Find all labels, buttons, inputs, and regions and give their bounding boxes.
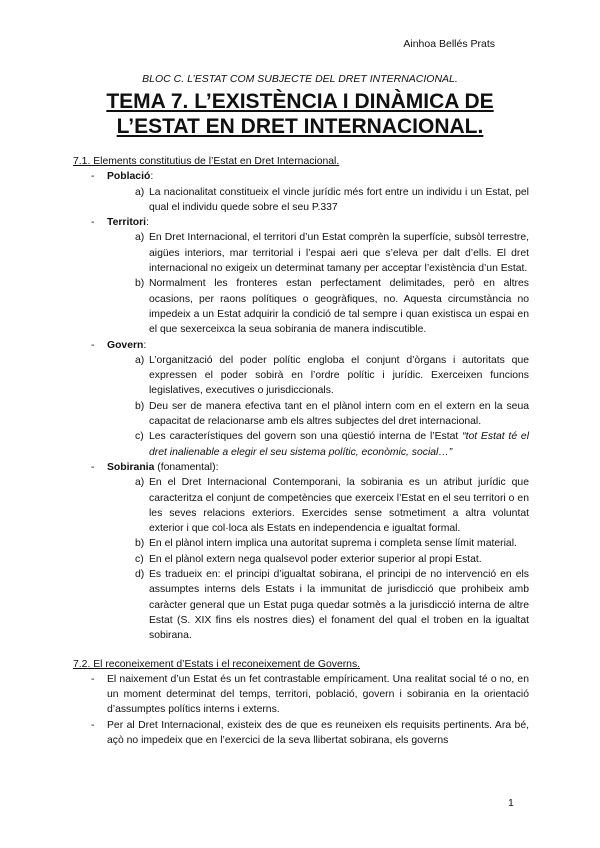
item-text: Es tradueix en: el principi d’igualtat sobirana, el principi de no intervenció en els assumptes interns dels Estats i la immunitat de jurisdicció que prohibeix amb caràcter general que un Estat puga quedar sotmès a la jurisdicció interna de altre Estat (S. XIX fins els nostres dies) el fonament del qual el troben en la igualtat sobirana. xyxy=(149,569,529,642)
element-suffix: (fonamental): xyxy=(154,461,219,473)
item-marker: a) xyxy=(135,477,145,489)
list-item xyxy=(107,429,529,460)
item-marker: c) xyxy=(135,553,144,565)
recognition-list xyxy=(73,672,529,748)
list-item xyxy=(107,475,529,536)
element-sobirania xyxy=(73,460,529,644)
element-poblacio xyxy=(73,169,529,215)
item-text: En el Dret Internacional Contemporani, la sobirania es un atribut jurídic que caracteritza el conjunt de competències que exerceix l’Estat en el seu territori o en les seves relacions exteriors. Exercides sense sotmetiment a altra voluntat exterior i que col·loca als Estats en independencia e igualtat formal. xyxy=(149,477,529,535)
item-text: L’organització del poder polític engloba el conjunt d’òrgans i autoritats que expressen el poder sobirà en l’ordre polític i jurídic. Exerceixen funcions legislatives, executives o jurisdiccionals. xyxy=(149,354,529,397)
page-number: 1 xyxy=(508,797,514,809)
bloc-subtitle: BLOC C. L’ESTAT COM SUBJECTE DEL DRET INTERNACIONAL. xyxy=(142,73,458,85)
list-item xyxy=(107,185,529,216)
item-marker: a) xyxy=(135,354,145,366)
element-suffix: : xyxy=(143,339,147,351)
item-text: En Dret Internacional, el territori d’un Estat comprèn la superfície, subsòl terrestre, aigües interiors, mar territorial i l’espai aeri que s’eleva per dalt d’ells. El dret internacional no exigeix un determinat tamany per acceptar l’existència d’un Estat. xyxy=(149,232,529,275)
section-spacer xyxy=(73,644,529,657)
sub-points xyxy=(107,230,529,337)
element-territori xyxy=(73,215,529,337)
item-text: En el plànol extern nega qualsevol poder exterior superior al propi Estat. xyxy=(149,553,482,565)
element-label: Govern xyxy=(107,339,144,351)
item-text: Les característiques del govern son una qüestió interna de l’Estat xyxy=(149,431,463,443)
section-heading-7-1: 7.1. Elements constitutius de l’Estat en Dret Internacional. xyxy=(73,156,340,167)
list-item xyxy=(107,567,529,643)
title-line-1: TEMA 7. L’EXISTÈNCIA I DINÀMICA DE xyxy=(106,90,494,113)
title-line-2: L’ESTAT EN DRET INTERNACIONAL. xyxy=(116,115,484,138)
list-item xyxy=(107,276,529,337)
element-govern xyxy=(73,338,529,460)
elements-list xyxy=(73,169,529,643)
item-text: En el plànol intern implica una autoritat suprema i completa sense límit material. xyxy=(149,538,517,550)
item-marker: d) xyxy=(135,569,145,581)
item-text: Normalment les fronteres estan perfectament delimitades, però en altres ocasions, per raons polítiques o geogràfiques, no. Aquesta circumstància no impedeix a un Estat adquirir la condició de tal sempre i quan existisca un espai en el que sexerceixca la seua sobirania de manera indiscutible. xyxy=(149,278,529,336)
item-marker: b) xyxy=(135,278,145,290)
list-item xyxy=(107,399,529,430)
element-label: Sobirania xyxy=(107,461,155,473)
item-text: La nacionalitat constitueix el vincle jurídic més fort entre un individu i un Estat, pel qual el individu quede sobre el seu P.337 xyxy=(149,186,529,213)
item-marker: a) xyxy=(135,232,145,244)
page-title xyxy=(0,89,600,139)
list-item xyxy=(107,552,529,567)
item-marker: a) xyxy=(135,186,145,198)
item-marker: c) xyxy=(135,431,144,443)
sub-points xyxy=(107,185,529,216)
list-item xyxy=(107,353,529,399)
list-item xyxy=(107,230,529,276)
element-label: Població xyxy=(107,171,151,183)
item-marker: b) xyxy=(135,400,145,412)
list-item xyxy=(107,536,529,551)
section-heading-7-2: 7.2. El reconeixement d’Estats i el reconeixement de Governs. xyxy=(73,658,361,670)
item-quote: “tot Estat té el dret inalienable a elegir el seu sistema polític, econòmic, social…” xyxy=(149,431,529,458)
document-body xyxy=(73,154,529,748)
sub-points xyxy=(107,475,529,643)
item-marker: b) xyxy=(135,538,145,550)
item-text: Deu ser de manera efectiva tant en el plànol intern com en el extern en la seua capacitat de relacionarse amb els altres subjectes del dret internacional. xyxy=(149,400,529,428)
sub-points xyxy=(107,353,529,460)
element-label: Territori xyxy=(107,217,147,229)
author-name: Ainhoa Bellés Prats xyxy=(403,38,495,50)
list-item: - Per al Dret Internacional, existeix des de que es reuneixen els requisits pertinents. Ara bé, açò no impedeix que en l’exercici de la seva llibertat sobirana, els governs xyxy=(73,718,529,749)
element-suffix: : xyxy=(146,217,149,229)
list-item: - El naixement d’un Estat és un fet contrastable empíricament. Una realitat social té o no, en un moment determinat del temps, territori, població, govern i sobirania en la orientació d’assumptes polítics interns i externs. xyxy=(73,672,529,718)
element-suffix: : xyxy=(150,171,154,183)
